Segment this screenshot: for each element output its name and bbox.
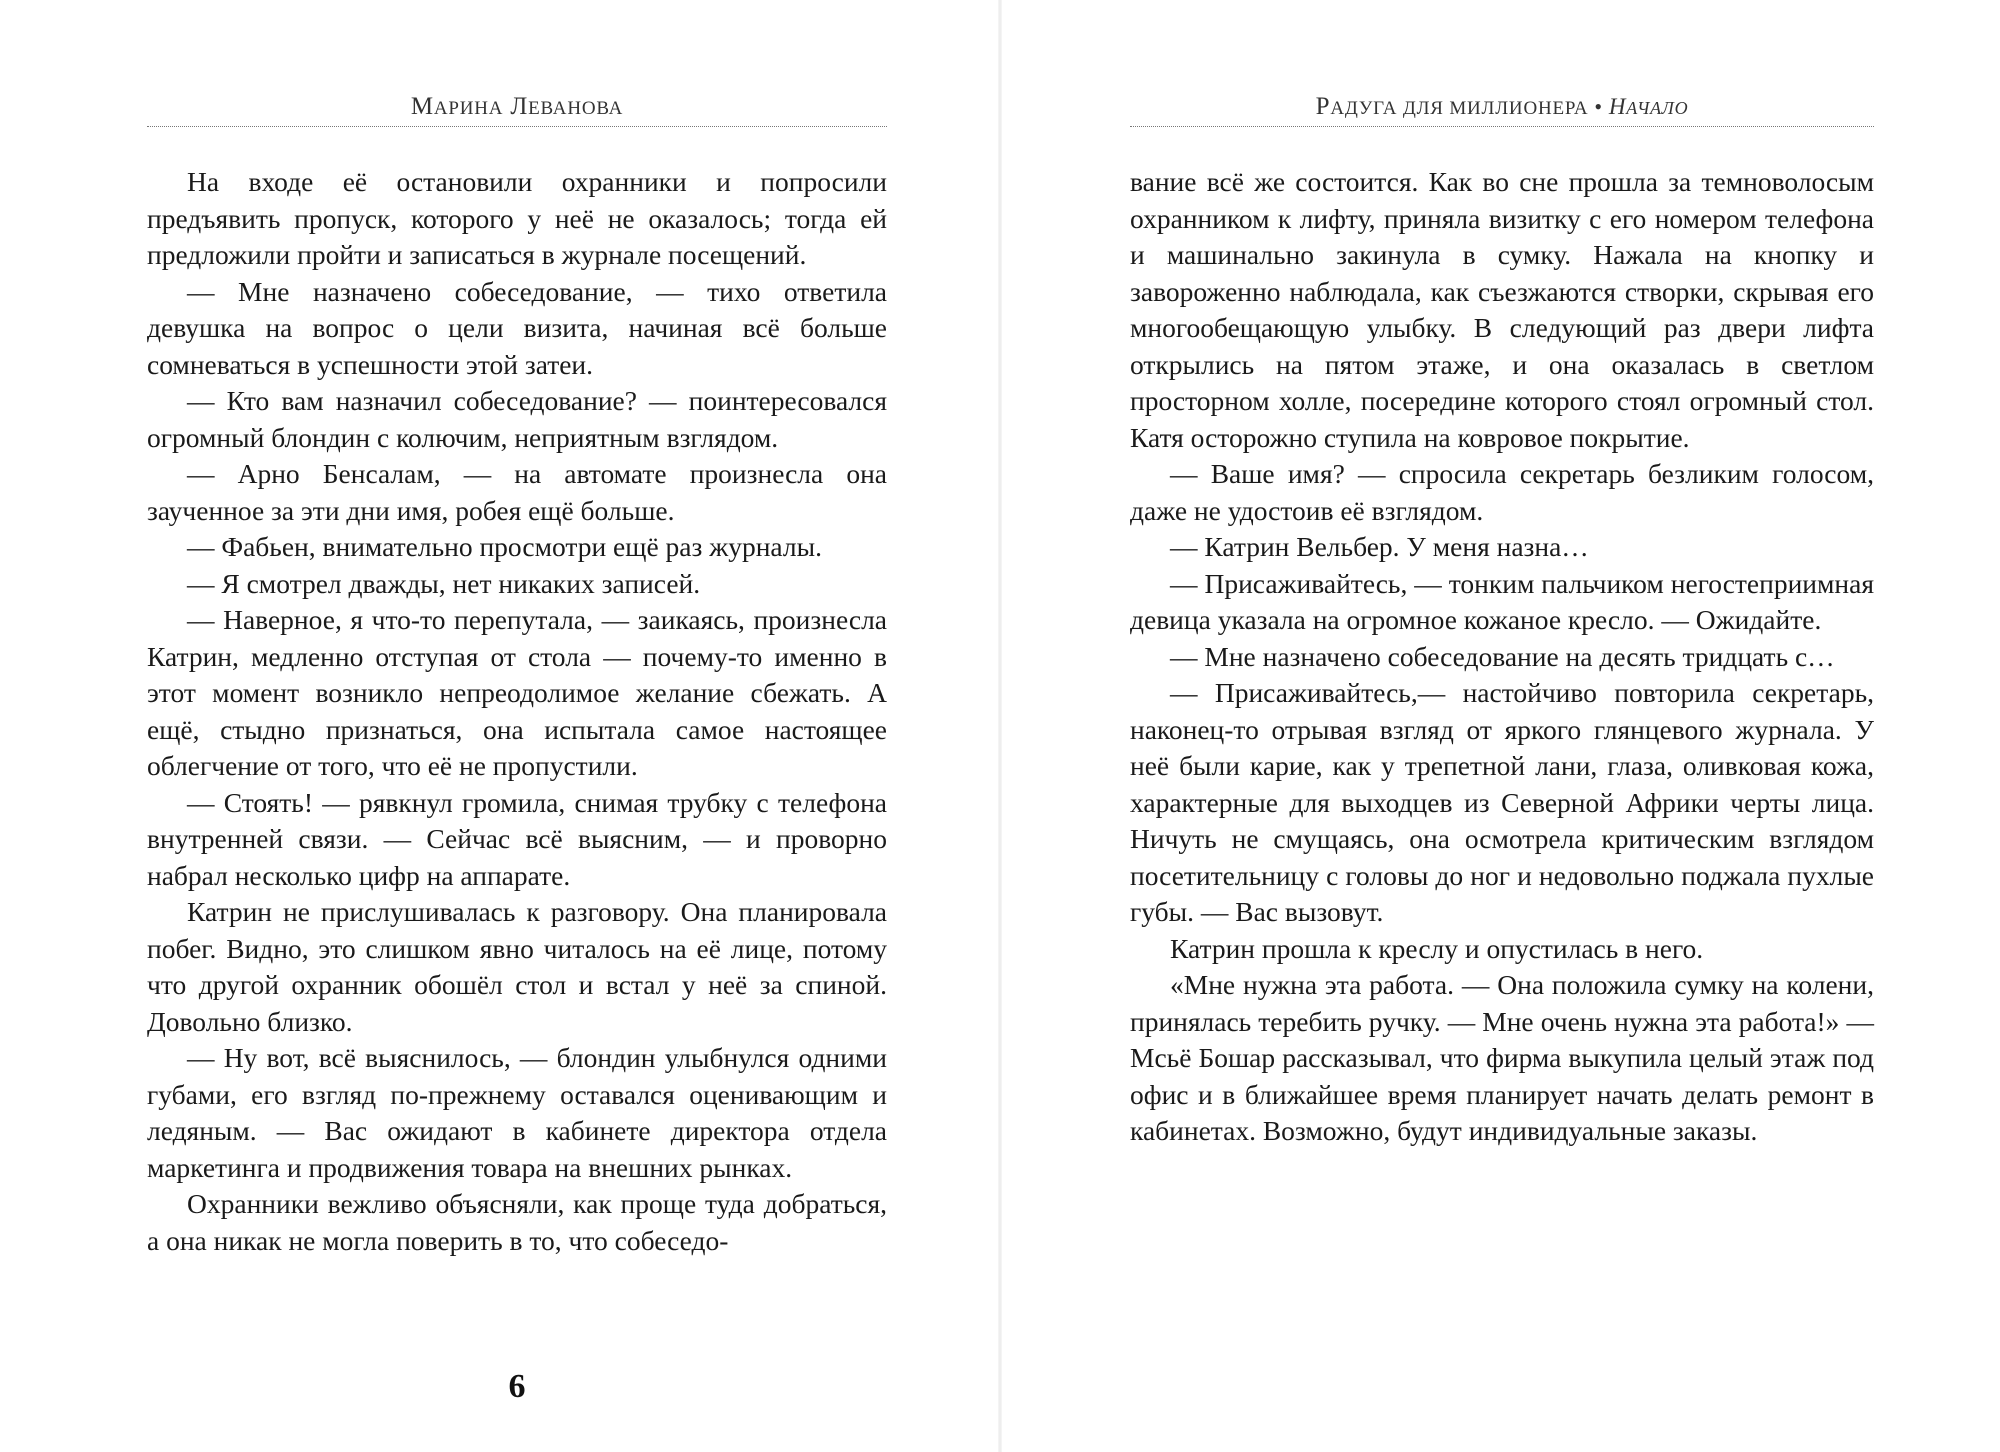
paragraph: — Я смотрел дважды, нет никаких записей. [187, 567, 701, 599]
right-page [1130, 0, 1874, 1452]
paragraph: — Арно Бенсалам, — на автомате произнесла она заученное за эти дни имя, робея ещё больше. [147, 458, 887, 526]
section-rest: АЧАЛО [1626, 98, 1689, 118]
paragraph: На входе её остановили охранники и попросили предъявить пропуск, которого у неё не оказалось; тогда ей предложили пройти и записаться в журнале посещений. [147, 166, 887, 270]
right-header-rule [1130, 126, 1874, 127]
title-initial: Р [1315, 93, 1331, 120]
left-page-text [147, 164, 887, 1259]
paragraph: — Мне назначено собеседование на десять тридцать с… [1170, 640, 1835, 672]
paragraph: Катрин прошла к креслу и опустилась в него. [1170, 932, 1704, 964]
title-rest: АДУГА ДЛЯ МИЛЛИОНЕРА [1330, 98, 1589, 119]
paragraph: Охранники вежливо объясняли, как проще туда добраться, а она никак не могла поверить в то, что собеседо- [147, 1188, 887, 1256]
paragraph: — Кто вам назначил собеседование? — поинтересовался огромный блондин с колючим, неприятным взглядом. [147, 385, 887, 453]
paragraph: — Присаживайтесь,— настойчиво повторила секретарь, наконец-то отрывая взгляд от яркого глянцевого журнала. У неё были карие, как у трепетной лани, глаза, оливковая кожа, характерные для выходцев из Северной Африки черты лица. Ничуть не смущаясь, она осмотрела критическим взглядом посетительницу с головы до ног и недовольно поджала пухлые губы. — Вас вызовут. [1130, 677, 1874, 927]
author-first-initial: М [410, 93, 434, 120]
paragraph: — Присаживайтесь, — тонким пальчиком негостеприимная девица указала на огромное кожаное кресло. — Ожидайте. [1130, 567, 1874, 635]
author-last-initial: Л [510, 93, 529, 120]
paragraph: — Ну вот, всё выяснилось, — блондин улыбнулся одними губами, его взгляд по-прежнему оставался оценивающим и ледяным. — Вас ожидают в кабинете директора отдела маркетинга и продвижения товара на внешних рынках. [147, 1042, 887, 1183]
paragraph: — Стоять! — рявкнул громила, снимая трубку с телефона внутренней связи. — Сейчас всё выясним, — и проворно набрал несколько цифр на аппарате. [147, 786, 887, 891]
paragraph: — Ваше имя? — спросила секретарь безликим голосом, даже не удостоив её взглядом. [1130, 458, 1874, 526]
paragraph: «Мне нужна эта работа. — Она положила сумку на колени, принялась теребить ручку. — Мне очень нужна эта работа!» — Мсьё Бошар рассказывал, что фирма выкупила целый этаж под офис и в ближайшее время планирует начать делать ремонт в кабинетах. Возможно, будут индивидуальные заказы. [1130, 969, 1874, 1146]
paragraph: — Мне назначено собеседование, — тихо ответила девушка на вопрос о цели визита, начиная всё больше сомневаться в успешности этой затеи. [147, 275, 887, 380]
header-separator-bullet: • [1594, 94, 1603, 119]
book-gutter [998, 0, 1002, 1452]
left-running-head-author [147, 92, 887, 124]
left-header-rule [147, 126, 887, 127]
author-last-rest: ЕВАНОВА [528, 98, 624, 119]
paragraph: — Фабьен, внимательно просмотри ещё раз журналы. [187, 531, 822, 562]
paragraph: — Катрин Вельбер. У меня назна… [1170, 531, 1589, 562]
section-initial: Н [1608, 94, 1627, 119]
left-page [147, 0, 887, 1452]
paragraph: Катрин не прислушивалась к разговору. Она планировала побег. Видно, это слишком явно читалось на её лице, потому что другой охранник обошёл стол и встал у неё за спиной. Довольно близко. [147, 896, 887, 1037]
author-first-rest: АРИНА [433, 98, 504, 119]
paragraph-continued: вание всё же состоится. Как во сне прошла за темноволосым охранником к лифту, приняла визитку с его номером телефона и машинально закинула в сумку. Нажала на кнопку и завороженно наблюдала, как съезжаются створки, скрывая его многообещающую улыбку. В следующий раз двери лифта открылись на пятом этаже, и она оказалась в светлом просторном холле, посередине которого стоял огромный стол. Катя осторожно ступила на ковровое покрытие. [1130, 166, 1874, 453]
right-page-text [1130, 164, 1874, 1150]
paragraph: — Наверное, я что-то перепутала, — заикаясь, произнесла Катрин, медленно отступая от стола — почему-то именно в этот момент возникло непреодолимое желание сбежать. А ещё, стыдно признаться, она испытала самое настоящее облегчение от того, что её не пропустили. [147, 604, 887, 781]
right-running-head-title [1130, 92, 1874, 124]
page-number: 6 [508, 1368, 526, 1405]
